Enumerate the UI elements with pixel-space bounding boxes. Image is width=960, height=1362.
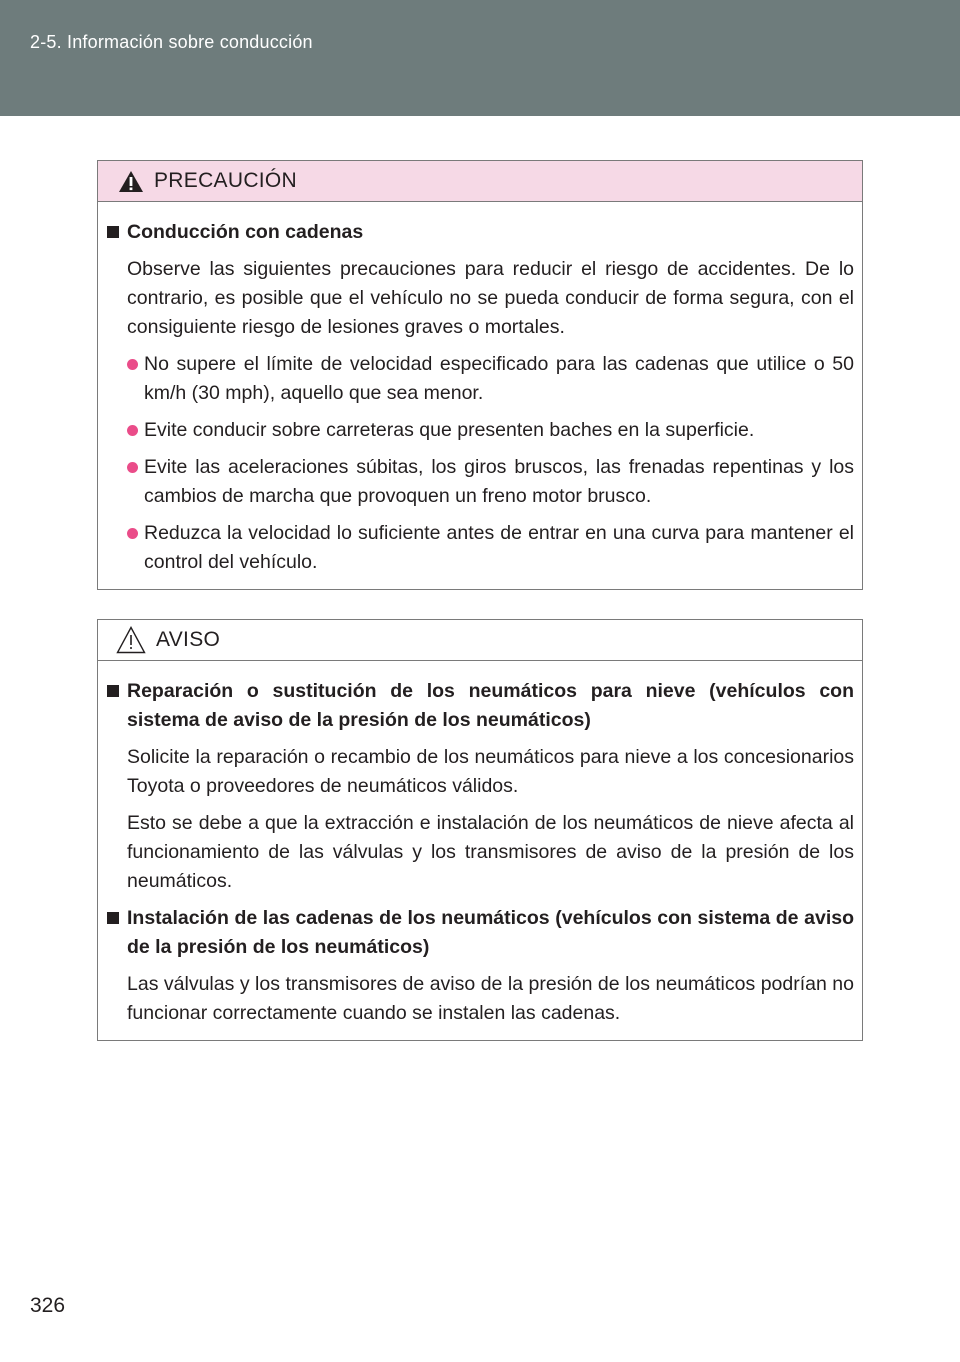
notice-paragraph: Esto se debe a que la extracción e instalación de los neumáticos de nieve afecta al funcionamiento de las válvulas y los transmisores de aviso de la presión de los neumáticos. <box>127 812 854 892</box>
bullet-dot-icon <box>127 528 138 539</box>
list-item: No supere el límite de velocidad especificado para las cadenas que utilice o 50 km/h (30 mph), aquello que sea menor. <box>106 350 854 408</box>
square-bullet-icon <box>107 912 119 924</box>
bullet-dot-icon <box>127 462 138 473</box>
notice-paragraph: Las válvulas y los transmisores de aviso de la presión de los neumáticos podrían no funcionar correctamente cuando se instalen las cadenas. <box>127 973 854 1024</box>
notice-box <box>97 619 863 1041</box>
square-bullet-icon <box>107 226 119 238</box>
header-bar <box>0 0 960 116</box>
notice-title: AVISO <box>156 628 221 651</box>
caution-intro: Observe las siguientes precauciones para reducir el riesgo de accidentes. De lo contrario, es posible que el vehículo no se pueda conducir de forma segura, con el consiguiente riesgo de lesiones graves o mortales. <box>127 258 854 338</box>
notice-body <box>98 661 862 1028</box>
caution-body <box>98 202 862 577</box>
section-title: 2-5. Información sobre conducción <box>30 32 313 52</box>
notice-header <box>98 620 862 661</box>
page-number: 326 <box>30 1294 66 1317</box>
caution-header <box>98 161 862 202</box>
list-item: Evite conducir sobre carreteras que presenten baches en la superficie. <box>106 416 854 445</box>
warning-triangle-filled-icon <box>118 170 144 193</box>
caution-box <box>97 160 863 590</box>
warning-triangle-outline-icon <box>116 626 146 654</box>
list-item: Evite las aceleraciones súbitas, los giros bruscos, las frenadas repentinas y los cambios de marcha que provoquen un freno motor brusco. <box>106 453 854 511</box>
notice-heading: Reparación o sustitución de los neumáticos para nieve (vehículos con sistema de aviso de la presión de los neumáticos) <box>106 677 854 735</box>
bullet-dot-icon <box>127 359 138 370</box>
caution-title: PRECAUCIÓN <box>154 169 298 192</box>
list-item: Reduzca la velocidad lo suficiente antes de entrar en una curva para mantener el control del vehículo. <box>106 519 854 577</box>
square-bullet-icon <box>107 685 119 697</box>
notice-heading: Instalación de las cadenas de los neumáticos (vehículos con sistema de aviso de la presión de los neumáticos) <box>106 904 854 962</box>
caution-heading: Conducción con cadenas <box>106 218 854 247</box>
notice-paragraph: Solicite la reparación o recambio de los neumáticos para nieve a los concesionarios Toyota o proveedores de neumáticos válidos. <box>127 746 854 797</box>
bullet-dot-icon <box>127 425 138 436</box>
